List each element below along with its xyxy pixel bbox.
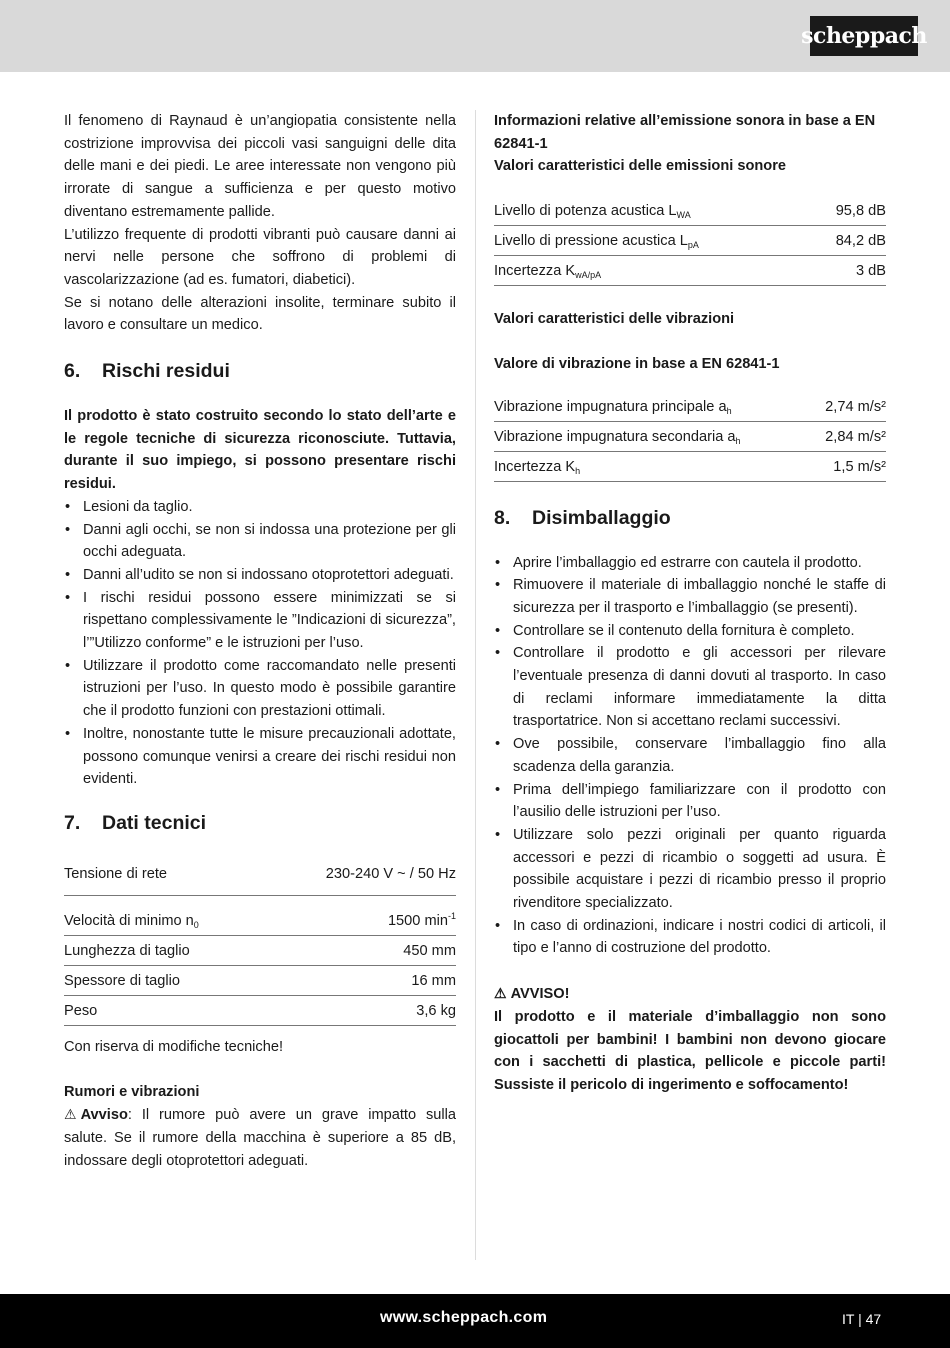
- row-value: 1500 $\min^{-1}$: [387, 910, 456, 929]
- vibration-paragraph: L’utilizzo frequente di prodotti vibranti può causare danni ai nervi nelle persone che soffrono di problemi di vascolarizzazione (ad es. fumatori, diabetici).: [64, 226, 456, 288]
- sound-table: [494, 196, 886, 286]
- left-column: [64, 110, 456, 1173]
- list-item: • Rimuovere il materiale di imballaggio nonché le staffe di sicurezza per il trasporto e l’imballaggio (se presenti).: [494, 574, 886, 619]
- list-item: • Controllare se il contenuto della fornitura è completo.: [494, 620, 886, 643]
- tech-data-table: [64, 859, 456, 1026]
- row-label: Spessore di taglio: [64, 972, 181, 989]
- warning-triangle-icon: ⚠: [64, 1106, 77, 1123]
- list-item: • Inoltre, nonostante tutte le misure precauzionali adottate, possono comunque venirsi a creare dei rischi residui non evidenti.: [64, 723, 456, 791]
- warning-text: Il prodotto e il materiale d’imballaggio non sono giocattoli per bambini! I bambini non devono giocare con i sacchetti di plastica, pellicole e piccole parti! Sussiste il pericolo di ingerimento e soffocamento!: [494, 1008, 886, 1093]
- page-number: IT | 47: [842, 1311, 882, 1327]
- list-item: • I rischi residui possono essere minimizzati se si rispettano complessivamente le ”Indicazioni di sicurezza”, l’”Utilizzo conforme” e le istruzioni per l’uso.: [64, 587, 456, 655]
- section-title: Dati tecnici: [102, 811, 207, 834]
- section-6-heading: [64, 359, 456, 383]
- list-item: • Prima dell’impiego familiarizzare con il prodotto con l’ausilio delle istruzioni per l’uso.: [494, 779, 886, 824]
- section-number: 6.: [64, 360, 81, 383]
- list-item: • In caso di ordinazioni, indicare i nostri codici di articoli, il tipo e l’anno di costruzione del prodotto.: [494, 915, 886, 960]
- row-label: Incertezza $K_h$: [494, 458, 581, 476]
- noise-heading: Rumori e vibrazioni: [64, 1083, 200, 1100]
- row-label: Peso: [64, 1002, 98, 1019]
- table-row: [64, 859, 456, 896]
- list-item: • Utilizzare solo pezzi originali per quanto riguarda accessori e pezzi di ricambio o soggetti ad usura. È possibile acquistare i pezzi di ricambio presso il proprio rivenditore specializzato.: [494, 824, 886, 915]
- table-row: [494, 392, 886, 422]
- row-value: 3,6 kg: [416, 1002, 456, 1019]
- row-value: 450 mm: [403, 942, 456, 959]
- row-label: Vibrazione impugnatura principale $a_h$: [494, 398, 732, 416]
- warning-triangle-icon: ⚠: [494, 985, 507, 1002]
- section-title: Disimballaggio: [532, 506, 671, 529]
- unpacking-list: [494, 552, 886, 961]
- vibration-heading: Valori caratteristici delle vibrazioni: [494, 311, 735, 328]
- reserve-note: Con riserva di modifiche tecniche!: [64, 1038, 284, 1055]
- row-value: 3 dB: [855, 263, 886, 280]
- list-item: • Danni all’udito se non si indossano otoprotettori adeguati.: [64, 564, 456, 587]
- table-row: [494, 226, 886, 256]
- row-value: 230-240 V ~ / 50 Hz: [325, 865, 456, 882]
- row-label: Livello di pressione acustica $L_{pA}$: [494, 233, 699, 251]
- list-item: • Ove possibile, conservare l’imballaggio fino alla scadenza della garanzia.: [494, 733, 886, 778]
- section-7-heading: [64, 811, 456, 835]
- website-link[interactable]: www.scheppach.com: [380, 1309, 548, 1326]
- list-item: • Lesioni da taglio.: [64, 496, 456, 519]
- brand-logo: scheppach: [810, 16, 918, 56]
- section-title: Rischi residui: [102, 360, 230, 383]
- table-row: [494, 452, 886, 482]
- row-value: 95,8 dB: [835, 203, 886, 220]
- page-footer: [0, 1294, 950, 1348]
- row-value: 16 mm: [411, 972, 456, 989]
- row-label: Tensione di rete: [64, 865, 168, 882]
- list-item: • Aprire l’imballaggio ed estrarre con cautela il prodotto.: [494, 552, 886, 575]
- row-value: 2,74 m/s²: [825, 398, 886, 415]
- table-row: [64, 966, 456, 996]
- table-row: [64, 996, 456, 1026]
- sound-heading: Informazioni relative all’emissione sonora in base a EN 62841-1: [494, 113, 876, 152]
- list-item: • Utilizzare il prodotto come raccomandato nelle presenti istruzioni per l’uso. In questo modo è possibile garantire che il prodotto funzioni con prestazioni ottimali.: [64, 655, 456, 723]
- row-value: 1,5 m/s²: [833, 458, 886, 475]
- table-row: [64, 936, 456, 966]
- row-value: 2,84 m/s²: [825, 428, 886, 445]
- warning-title: ⚠ AVVISO!: [494, 982, 886, 1006]
- right-column: [494, 110, 886, 1097]
- list-item: • Controllare il prodotto e gli accessori per rilevare l’eventuale presenza di danni dovuti al trasporto. In caso di reclami informare immediatamente la ditta trasportatrice. Non si accettano reclami successivi.: [494, 642, 886, 733]
- table-row: [494, 256, 886, 286]
- row-label: Livello di potenza acustica $L_{WA}$: [494, 203, 691, 221]
- table-row: [494, 422, 886, 452]
- row-value: 84,2 dB: [835, 233, 886, 250]
- row-label: Lunghezza di taglio: [64, 942, 190, 959]
- vibration-subheading: Valore di vibrazione in base a EN 62841-1: [494, 355, 780, 372]
- row-label: Vibrazione impugnatura secondaria $a_h$: [494, 428, 741, 446]
- residual-risk-list: [64, 496, 456, 791]
- table-row: [494, 196, 886, 226]
- row-label: Velocità di minimo $n_0$: [64, 912, 199, 930]
- noise-warning: ⚠ Avviso: Il rumore può avere un grave impatto sulla salute. Se il rumore della macchina è superiore a 85 dB, indossare degli otoprotettori adeguati.: [64, 1103, 456, 1172]
- table-row: [64, 896, 456, 936]
- vibration-table: [494, 392, 886, 482]
- column-divider: [475, 110, 476, 1260]
- list-item: • Danni agli occhi, se non si indossa una protezione per gli occhi adeguata.: [64, 519, 456, 564]
- section-8-heading: [494, 506, 886, 530]
- row-label: Incertezza $K_{wA/pA}$: [494, 263, 602, 281]
- residual-risk-lead: Il prodotto è stato costruito secondo lo stato dell’arte e le regole tecniche di sicurezza riconosciute. Tuttavia, durante il suo impiego, si possono presentare rischi residui.: [64, 408, 456, 493]
- section-number: 8.: [494, 506, 511, 529]
- sound-subheading: Valori caratteristici delle emissioni sonore: [494, 158, 786, 175]
- page-header: [0, 0, 950, 72]
- raynaud-paragraph: Il fenomeno di Raynaud è un’angiopatia consistente nella costrizione improvvisa dei piccoli vasi sanguigni delle dita delle mani e dei piedi. Le aree interessate non vengono più irrorate di sangue a sufficienza e per questo motivo diventano estremamente pallide.: [64, 113, 456, 220]
- advice-paragraph: Se si notano delle alterazioni insolite, terminare subito il lavoro e consultare un medico.: [64, 294, 456, 334]
- section-number: 7.: [64, 811, 81, 834]
